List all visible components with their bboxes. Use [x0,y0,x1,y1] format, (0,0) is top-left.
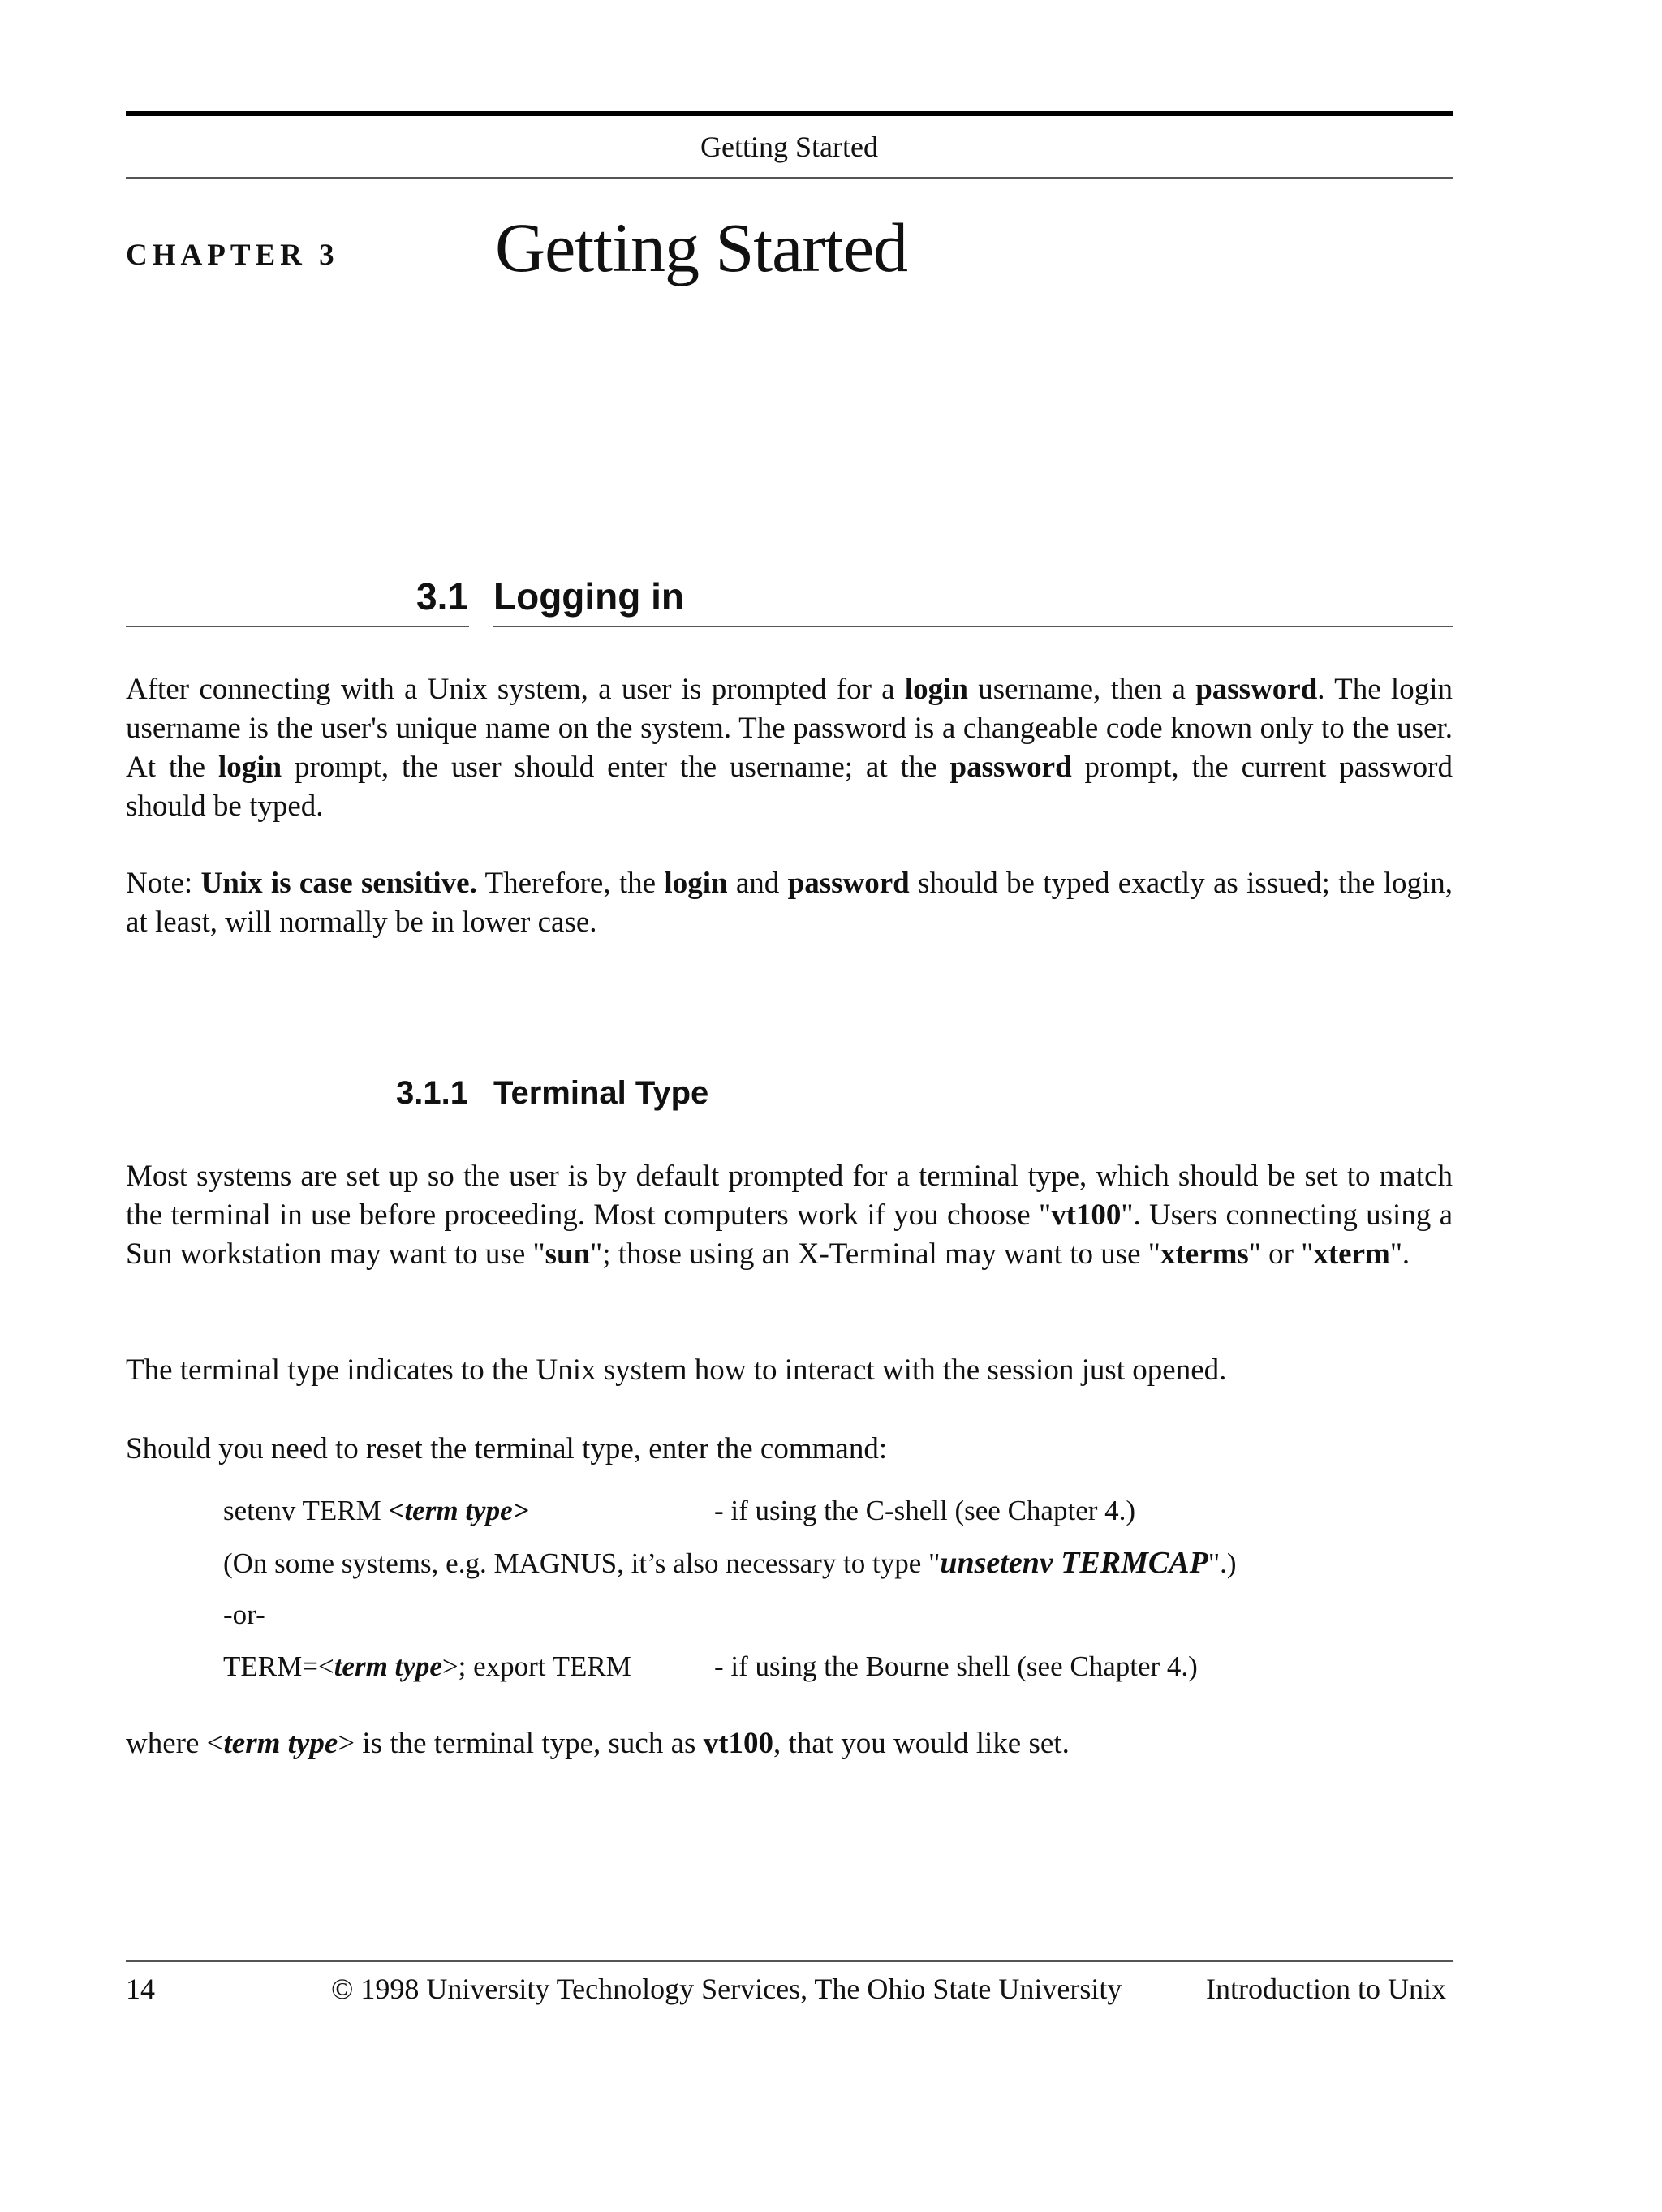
text-run: should be typed exactly as issued; the login, at least, will normally be in lower case. [126,867,1453,939]
page-number: 14 [126,1973,155,2005]
bold-italic-command: unsetenv TERMCAP [940,1546,1208,1580]
bold-term: password [949,751,1072,784]
text-run: After connecting with a Unix system, a user is prompted for a [126,673,905,706]
text-run: username, then a [968,673,1196,706]
bold-term: Unix is case sensitive. [200,867,477,900]
bold-term: xterm [1313,1237,1390,1271]
command-export-note: - if using the Bourne shell (see Chapter 4.) [714,1650,1198,1682]
chapter-title: Getting Started [495,209,908,286]
subsection-number: 3.1.1 [396,1075,468,1111]
text-run: >; export TERM [441,1650,631,1682]
paragraph-note [126,864,1453,942]
paragraph-reset-intro: Should you need to reset the terminal type, enter the command: [126,1432,888,1465]
paragraph-term-type-def [126,1724,1453,1763]
bold-term: vt100 [1051,1199,1122,1232]
text-run: ". [1389,1237,1410,1271]
text-run: setenv TERM [223,1495,389,1526]
text-run: , that you would like set. [773,1727,1070,1760]
footer-rule [126,1960,1453,1962]
bold-term: login [904,673,968,706]
text-run: "; those using an X-Terminal may want to use " [590,1237,1160,1271]
paragraph-terminal-type [126,1157,1453,1274]
bold-term: sun [545,1237,591,1271]
header-rule [126,177,1453,179]
command-setenv [223,1493,529,1529]
bold-italic-arg: term type [334,1650,442,1682]
section-rule-left [126,626,469,627]
bold-term: vt100 [703,1727,773,1760]
running-header: Getting Started [700,131,878,163]
bold-italic-arg: <term type> [388,1495,529,1526]
section-title: Logging in [493,575,685,618]
text-run: " or " [1248,1237,1314,1271]
text-run: and [727,867,788,900]
text-run: ".) [1208,1547,1237,1579]
bold-term: password [787,867,910,900]
paragraph-login [126,670,1453,826]
text-run: . The login username is the user's unique name on the system. The password is a changeable code known only to the user. At the [126,673,1453,784]
bold-term: password [1195,673,1318,706]
text-run: Most systems are set up so the user is by default prompted for a terminal type, which should be set to match the terminal in use before proceeding. Most computers work if you choose " [126,1160,1453,1232]
command-unsetenv-note [223,1545,1237,1582]
command-setenv-note: - if using the C-shell (see Chapter 4.) [714,1495,1136,1526]
footer-copyright: © 1998 University Technology Services, The Ohio State University [331,1973,1122,2005]
paragraph-terminal-info: The terminal type indicates to the Unix system how to interact with the session just opened. [126,1353,1227,1387]
top-rule [126,111,1453,116]
text-run: where < [126,1727,224,1760]
command-or: -or- [223,1599,265,1630]
text-run: (On some systems, e.g. MAGNUS, it’s also necessary to type " [223,1547,941,1579]
text-run: Therefore, the [476,867,665,900]
subsection-title: Terminal Type [493,1075,709,1111]
bold-term: login [664,867,728,900]
chapter-label: CHAPTER 3 [126,239,339,272]
command-export [223,1649,631,1685]
text-run: prompt, the current password should be typed. [126,751,1453,823]
text-run: ". Users connecting using a Sun workstation may want to use " [126,1199,1453,1271]
footer-book-title: Introduction to Unix [1206,1973,1446,2005]
section-rule-right [493,626,1453,627]
bold-italic-arg: term type [223,1727,338,1760]
text-run: prompt, the user should enter the username; at the [282,751,950,784]
bold-term: login [217,751,282,784]
text-run: Note: [126,867,201,900]
section-number: 3.1 [416,575,468,618]
text-run: > is the terminal type, such as [338,1727,704,1760]
bold-term: xterms [1160,1237,1249,1271]
text-run: TERM=< [223,1650,334,1682]
